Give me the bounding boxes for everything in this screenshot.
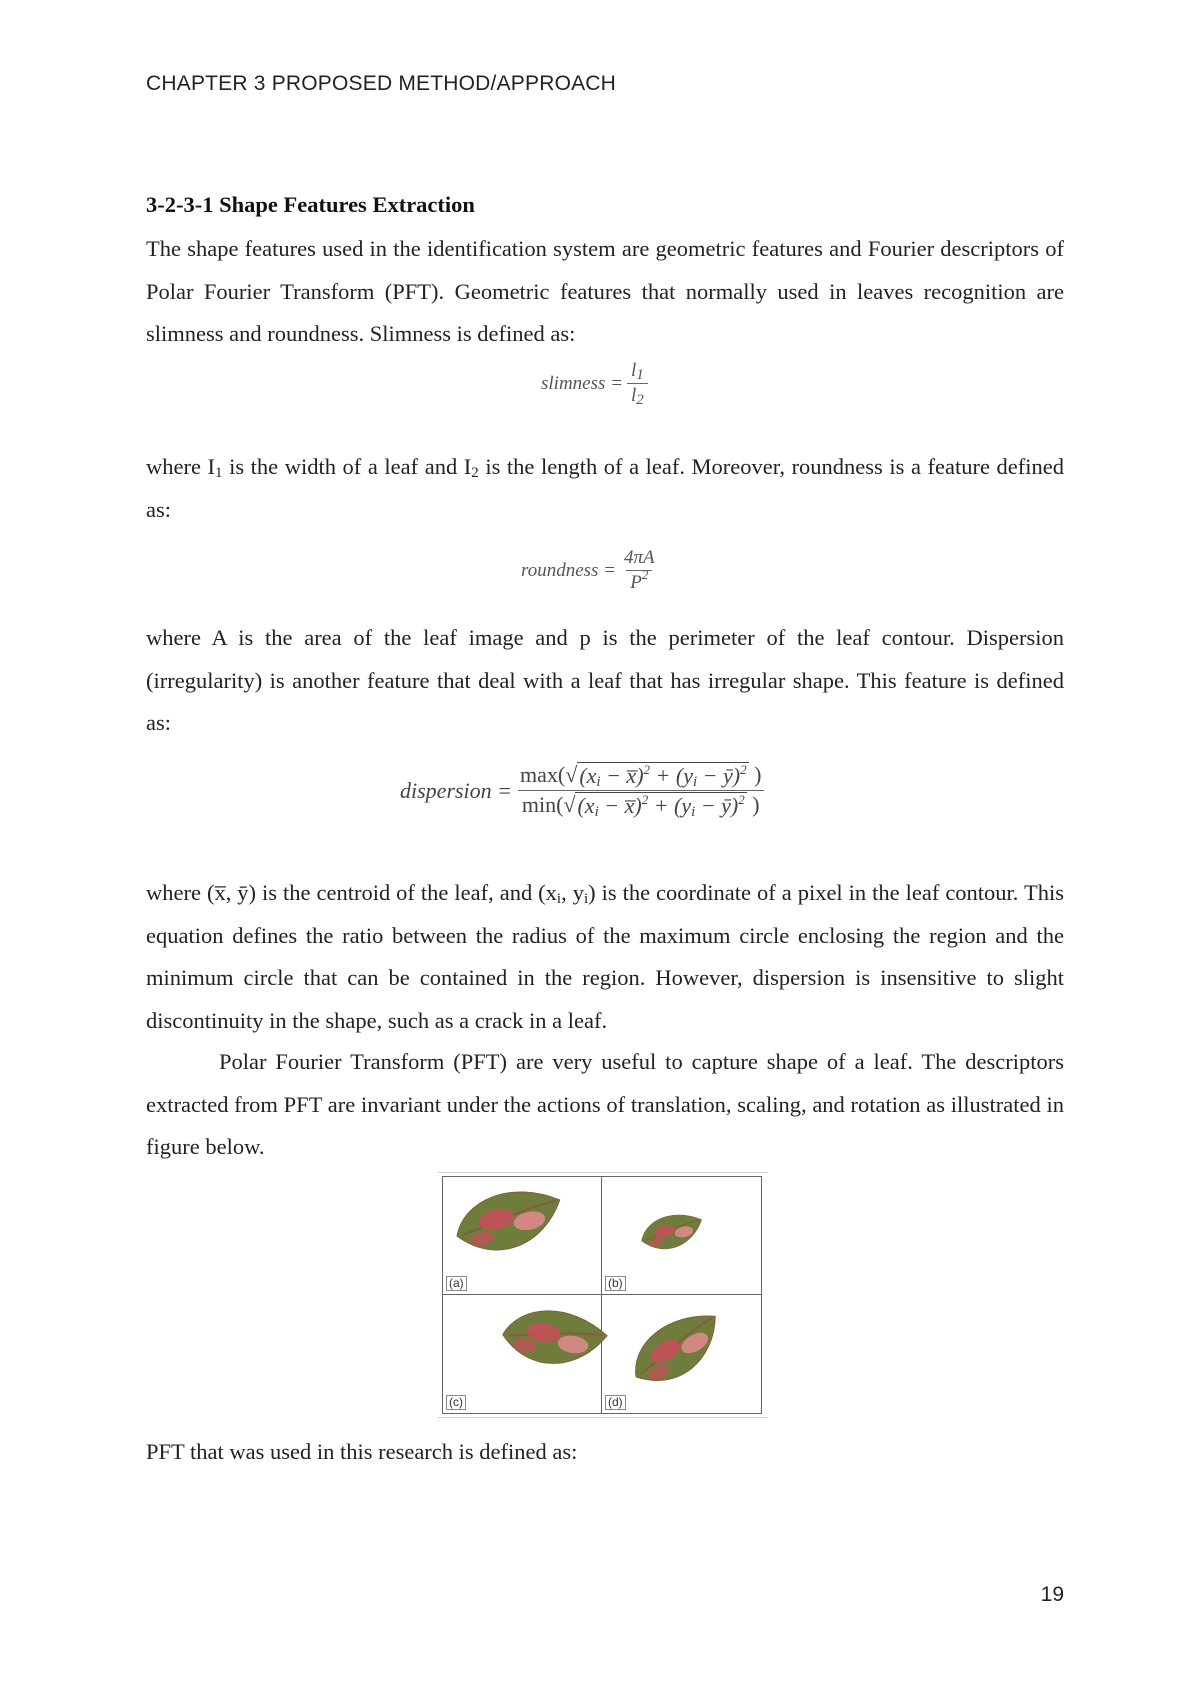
paragraph-pft-definition: PFT that was used in this research is defined as:: [146, 1439, 578, 1464]
figure-panel-c: [443, 1295, 602, 1413]
equation-slimness-numerator: $l_1$: [630, 360, 644, 383]
panel-label-c: (c): [446, 1395, 466, 1410]
figure-grid: [442, 1176, 762, 1414]
equation-dispersion-denominator: min( √ ($x_i$ − x̅)$^2$ + ($y_i$ − ȳ)$^2$ ): [518, 790, 764, 819]
figure-pft-invariance: [438, 1172, 768, 1418]
panel-label-b: (b): [605, 1276, 626, 1291]
panel-label-d: (d): [605, 1395, 626, 1410]
equation-slimness: [541, 360, 648, 407]
figure-panel-d: [602, 1295, 761, 1413]
figure-panel-b: [602, 1177, 761, 1295]
equation-roundness-fraction: [620, 547, 659, 594]
equation-roundness: [521, 547, 659, 594]
leaf-image-original: [449, 1181, 569, 1261]
paragraph-slimness-definition: where $I_1$ is the width of a leaf and $I_2$ is the length of a leaf. Moreover, roundness is a feature defined as:: [146, 454, 1064, 522]
leaf-image-scaled: [637, 1207, 707, 1257]
equation-roundness-numerator: 4πA: [623, 547, 655, 568]
figure-panel-a: [443, 1177, 602, 1295]
section-heading: 3-2-3-1 Shape Features Extraction: [146, 192, 475, 217]
paragraph-dispersion-definition: where (x̅, ȳ) is the centroid of the leaf, and ($x_i$, $y_i$) is the coordinate of a pixel in the leaf contour. This equation defines the ratio between the radius of the maximum circle enclosing the region and the minimum circle that can be contained in the region. However, dispersion is insensitive to slight discontinuity in the shape, such as a crack in a leaf.: [146, 880, 1065, 1033]
paragraph-shape-features: The shape features used in the identification system are geometric features and Fourier descriptors of Polar Fourier Transform (PFT). Geometric features that normally used in leaves recognition are slimness and roundness. Slimness is defined as:: [146, 236, 1064, 346]
paragraph-roundness-definition: where A is the area of the leaf image and p is the perimeter of the leaf contour. Dispersion (irregularity) is another feature that deal with a leaf that has irregular shape. This feature is defined as:: [146, 625, 1064, 735]
equation-dispersion-numerator: max( √ ($x_i$ − x̅)$^2$ + ($y_i$ − ȳ)$^2$ ): [520, 762, 762, 790]
paragraph-pft-intro: Polar Fourier Transform (PFT) are very useful to capture shape of a leaf. The descriptors extracted from PFT are invariant under the actions of translation, scaling, and rotation as illustrated in figure below.: [146, 1049, 1064, 1159]
running-head: CHAPTER 3 PROPOSED METHOD/APPROACH: [146, 72, 617, 95]
equation-dispersion-lhs: dispersion =: [400, 777, 513, 803]
equation-dispersion: [400, 762, 765, 819]
equation-slimness-lhs: slimness =: [541, 372, 623, 394]
equation-dispersion-fraction: [516, 762, 765, 819]
equation-slimness-denominator: $l_2$: [627, 383, 648, 407]
equation-slimness-fraction: [627, 360, 648, 407]
equation-roundness-lhs: roundness =: [521, 559, 616, 581]
page-number: 19: [1040, 1583, 1064, 1606]
leaf-image-rotated: [622, 1309, 732, 1389]
equation-roundness-denominator: $P^2$: [626, 570, 652, 594]
panel-label-a: (a): [446, 1276, 467, 1291]
leaf-image-translated: [497, 1299, 612, 1377]
